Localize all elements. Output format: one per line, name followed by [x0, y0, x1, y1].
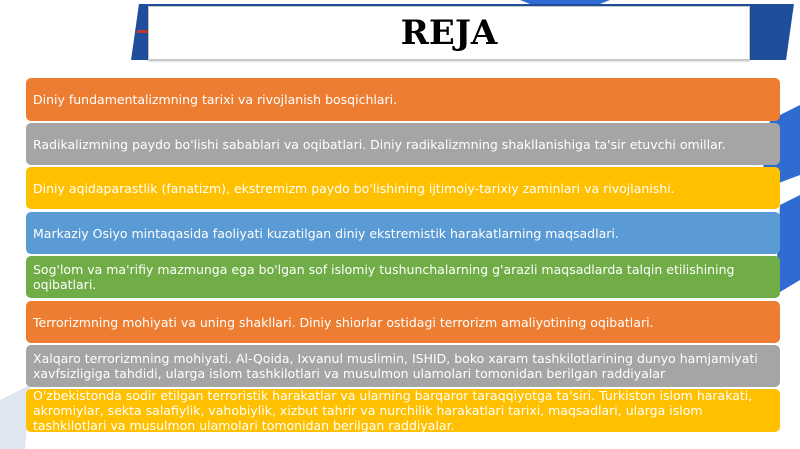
agenda-item-text: Sog'lom va ma'rifiy mazmunga ega bo'lgan sof islomiy tushunchalarning g'arazli maqsadlarda talqin etilishining oqibatlari.	[33, 262, 735, 292]
agenda-item-text: O'zbekistonda sodir etilgan terroristik harakatlar va ularning barqaror taraqqiyotga ta'siri. Turkiston islom harakati, akromiylar, sekta salafiylik, vahobiylik, xizbut tahrir va nurchilik harakatlari tarixi, maqsadlari, ularga islom tashkilotlari va musulmon ulamolari tomonidan berilgan raddiyalar.	[33, 389, 753, 432]
title-box	[148, 6, 750, 60]
agenda-item-3	[26, 167, 780, 209]
agenda-item-text: Terrorizmning mohiyati va uning shakllari. Diniy shiorlar ostidagi terrorizm amaliyotining oqibatlari.	[33, 314, 654, 330]
agenda-item-7	[26, 345, 780, 387]
page-title: REJA	[400, 13, 498, 53]
agenda-item-2	[26, 123, 780, 165]
agenda-item-6	[26, 301, 780, 343]
agenda-item-5	[26, 256, 780, 298]
agenda-item-text: Diniy aqidaparastlik (fanatizm), ekstremizm paydo bo'lishining ijtimoiy-tarixiy zaminlari va rivojlanishi.	[33, 180, 675, 196]
agenda-item-text: Xalqaro terrorizmning mohiyati. Al-Qoida, Ixvanul muslimin, ISHID, boko xaram tashkilotlarining dunyo hamjamiyati xavfsizligiga tahdidi, ularga islom tashkilotlari va musulmon ulamolari tomonidan berilgan raddiyalar	[33, 351, 758, 381]
agenda-item-text: Diniy fundamentalizmning tarixi va rivojlanish bosqichlari.	[33, 92, 398, 107]
agenda-item-text: Radikalizmning paydo bo'lishi sabablari va oqibatlari. Diniy radikalizmning shakllanishiga ta'sir etuvchi omillar.	[33, 136, 726, 152]
agenda-item-text: Markaziy Osiyo mintaqasida faoliyati kuzatilgan diniy ekstremistik harakatlarning maqsadlari.	[33, 225, 619, 241]
agenda-item-4	[26, 212, 780, 254]
agenda-item-8	[26, 389, 780, 432]
agenda-item-1	[26, 78, 780, 121]
